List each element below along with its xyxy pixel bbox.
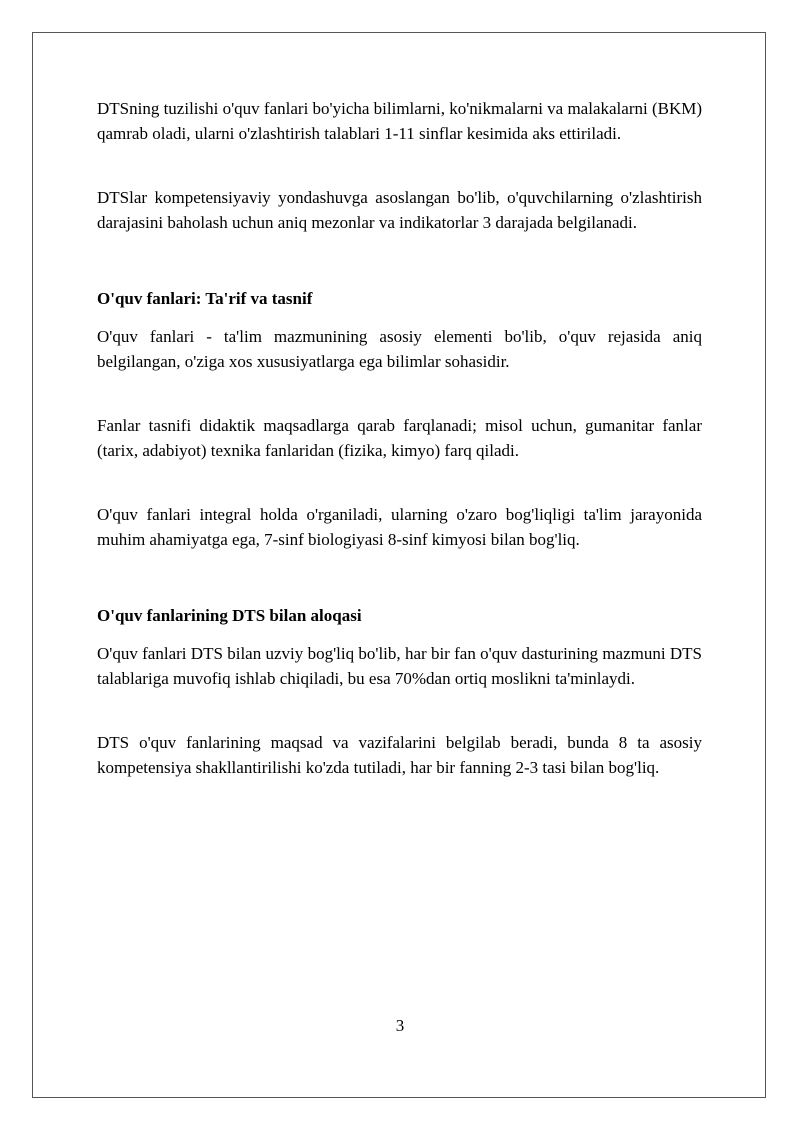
section1-paragraph-2: Fanlar tasnifi didaktik maqsadlarga qarab farqlanadi; misol uchun, gumanitar fanlar (tarix, adabiyot) texnika fanlaridan (fizika, kimyo) farq qiladi. bbox=[97, 416, 702, 460]
intro-paragraph-1: DTSning tuzilishi o'quv fanlari bo'yicha bilimlarni, ko'nikmalarni va malakalarni (BKM) qamrab oladi, ularni o'zlashtirish talablari 1-11 sinflar kesimida aks ettiriladi. bbox=[97, 99, 703, 143]
section-heading-dts-relation: O'quv fanlarining DTS bilan aloqasi bbox=[97, 606, 362, 625]
page-content bbox=[97, 96, 702, 780]
page-number: 3 bbox=[395, 1016, 405, 1035]
section2-paragraph-1: O'quv fanlari DTS bilan uzviy bog'liq bo'lib, har bir fan o'quv dasturining mazmuni DTS talablariga muvofiq ishlab chiqiladi, bu esa 70%dan ortiq moslikni ta'minlaydi. bbox=[97, 644, 702, 688]
section1-paragraph-1: O'quv fanlari - ta'lim mazmunining asosiy elementi bo'lib, o'quv rejasida aniq belgilangan, o'ziga xos xususiyatlarga ega bilimlar sohasidir. bbox=[97, 327, 702, 371]
section2-paragraph-2: DTS o'quv fanlarining maqsad va vazifalarini belgilab beradi, bunda 8 ta asosiy kompetensiya shakllantirilishi ko'zda tutiladi, har bir fanning 2-3 tasi bilan bog'liq. bbox=[97, 733, 702, 777]
intro-paragraph-2: DTSlar kompetensiyaviy yondashuvga asoslangan bo'lib, o'quvchilarning o'zlashtirish darajasini baholash uchun aniq mezonlar va indikatorlar 3 darajada belgilanadi. bbox=[97, 188, 702, 232]
section-heading-definition: O'quv fanlari: Ta'rif va tasnif bbox=[97, 289, 313, 308]
section1-paragraph-3: O'quv fanlari integral holda o'rganiladi, ularning o'zaro bog'liqligi ta'lim jarayonida muhim ahamiyatga ega, 7-sinf biologiyasi 8-sinf kimyosi bilan bog'liq. bbox=[97, 505, 702, 549]
